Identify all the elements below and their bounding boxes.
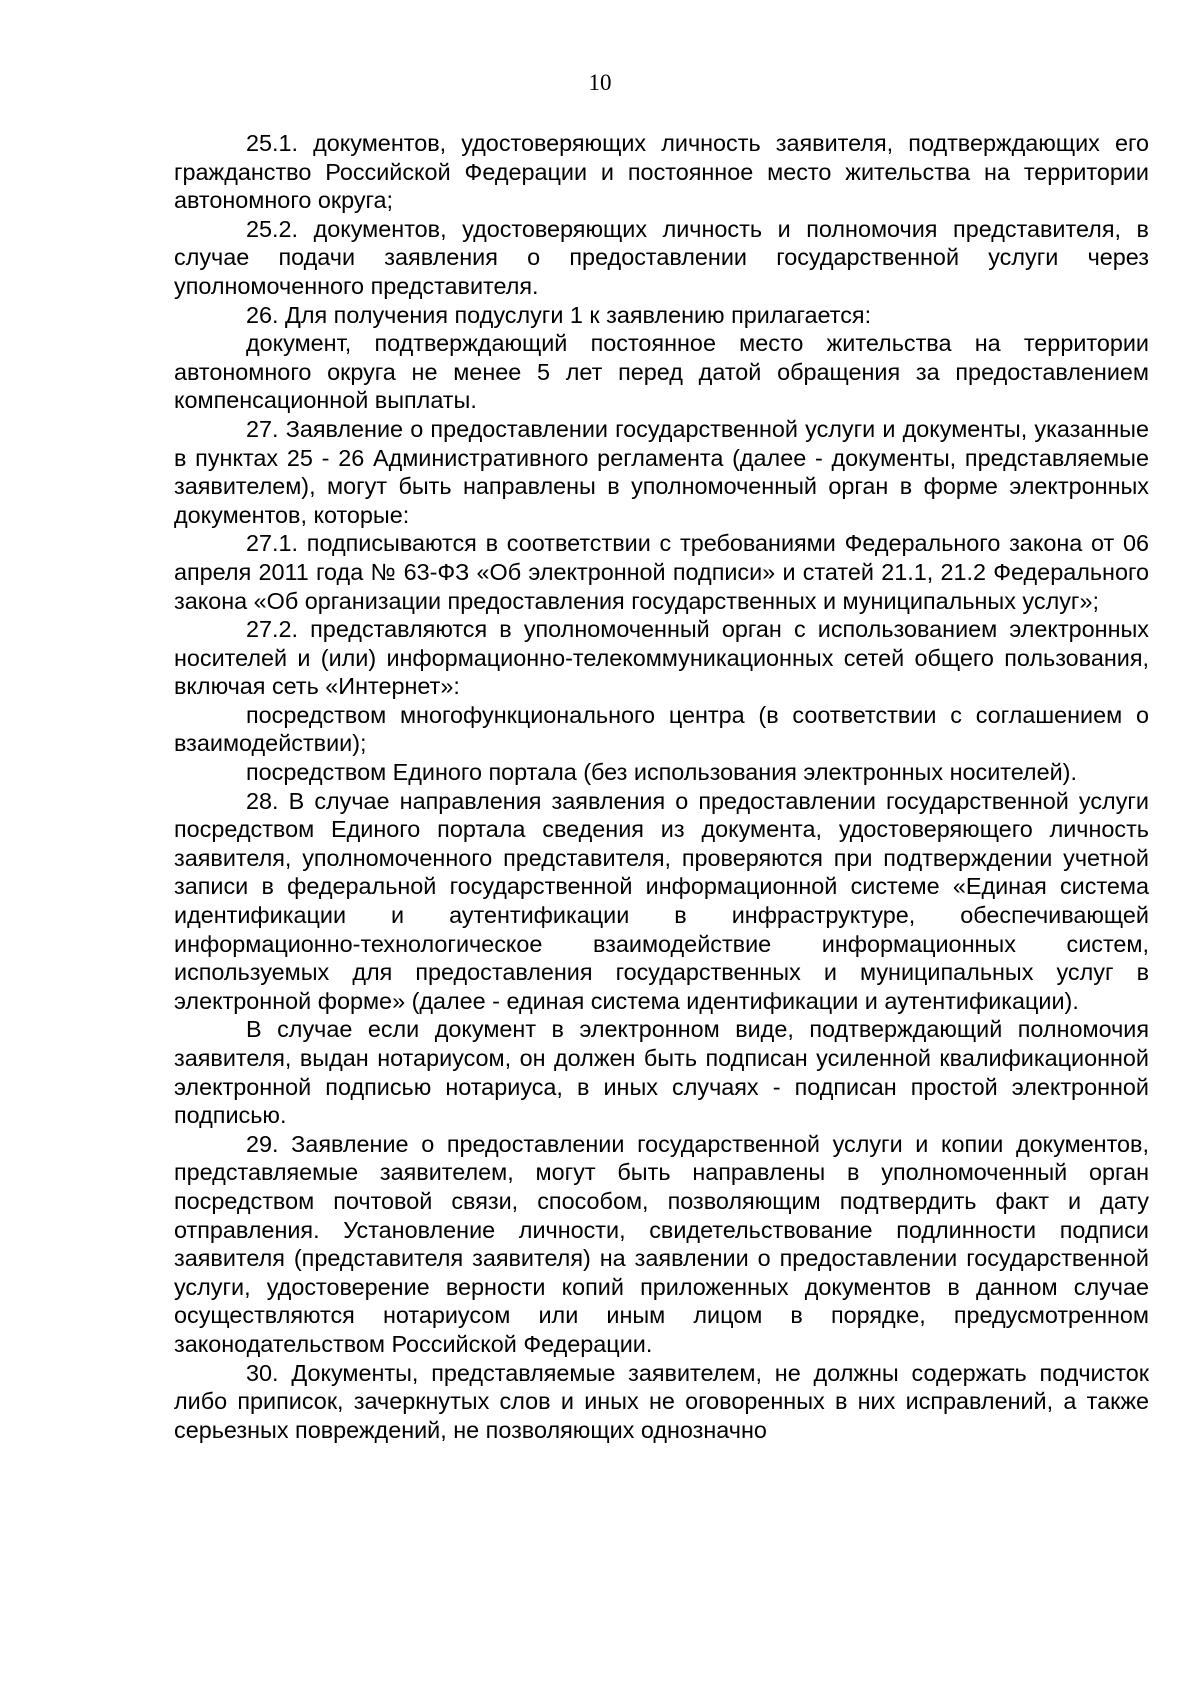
- paragraph-27-2-portal: посредством Единого портала (без использования электронных носителей).: [246, 759, 1077, 786]
- paragraph-28-notary: В случае если документ в электронном виде, подтверждающий полномочия заявителя, выдан нотариусом, он должен быть подписан усиленной квалификационной электронной подписью нотариуса, в иных случаях - подписан простой электронной подписью.: [174, 1016, 1149, 1129]
- paragraph-29: 29. Заявление о предоставлении государственной услуги и копии документов, представляемые заявителем, могут быть направлены в уполномоченный орган посредством почтовой связи, способом, позволяющим подтвердить факт и дату отправления. Установление личности, свидетельствование подлинности подписи заявителя (представителя заявителя) на заявлении о предоставлении государственной услуги, удостоверение верности копий приложенных документов в данном случае осуществляются нотариусом или иным лицом в порядке, предусмотренном законодательством Российской Федерации.: [174, 1130, 1149, 1357]
- paragraph-30: 30. Документы, представляемые заявителем, не должны содержать подчисток либо приписок, зачеркнутых слов и иных не оговоренных в них исправлений, а также серьезных повреждений, не позволяющих однозначно: [174, 1359, 1149, 1443]
- paragraph-27-1: 27.1. подписываются в соответствии с требованиями Федерального закона от 06 апреля 2011 года № 63-ФЗ «Об электронной подписи» и статей 21.1, 21.2 Федерального закона «Об организации предоставления государственных и муниципальных услуг»;: [174, 530, 1149, 614]
- paragraph-27-2: 27.2. представляются в уполномоченный орган с использованием электронных носителей и (или) информационно-телекоммуникационных сетей общего пользования, включая сеть «Интернет»:: [174, 616, 1149, 700]
- paragraph-26-document: документ, подтверждающий постоянное место жительства на территории автономного округа не менее 5 лет перед датой обращения за предоставлением компенсационной выплаты.: [174, 330, 1149, 414]
- paragraph-26: 26. Для получения подуслуги 1 к заявлению прилагается:: [246, 301, 872, 328]
- document-body: [174, 129, 1149, 1444]
- paragraph-27-2-mfc: посредством многофункционального центра (в соответствии с соглашением о взаимодействии);: [174, 701, 1149, 757]
- page-number: 10: [588, 70, 612, 95]
- paragraph-25-2: 25.2. документов, удостоверяющих личность и полномочия представителя, в случае подачи заявления о предоставлении государственной услуги через уполномоченного представителя.: [174, 215, 1149, 299]
- paragraph-27: 27. Заявление о предоставлении государственной услуги и документы, указанные в пунктах 25 - 26 Административного регламента (далее - документы, представляемые заявителем), могут быть направлены в уполномоченный орган в форме электронных документов, которые:: [174, 415, 1149, 528]
- paragraph-25-1: 25.1. документов, удостоверяющих личность заявителя, подтверждающих его гражданство Российской Федерации и постоянное место жительства на территории автономного округа;: [174, 130, 1149, 214]
- paragraph-28: 28. В случае направления заявления о предоставлении государственной услуги посредством Единого портала сведения из документа, удостоверяющего личность заявителя, уполномоченного представителя, проверяются при подтверждении учетной записи в федеральной государственной информационной системе «Единая система идентификации и аутентификации в инфраструктуре, обеспечивающей информационно-технологическое взаимодействие информационных систем, используемых для предоставления государственных и муниципальных услуг в электронной форме» (далее - единая система идентификации и аутентификации).: [174, 787, 1149, 1014]
